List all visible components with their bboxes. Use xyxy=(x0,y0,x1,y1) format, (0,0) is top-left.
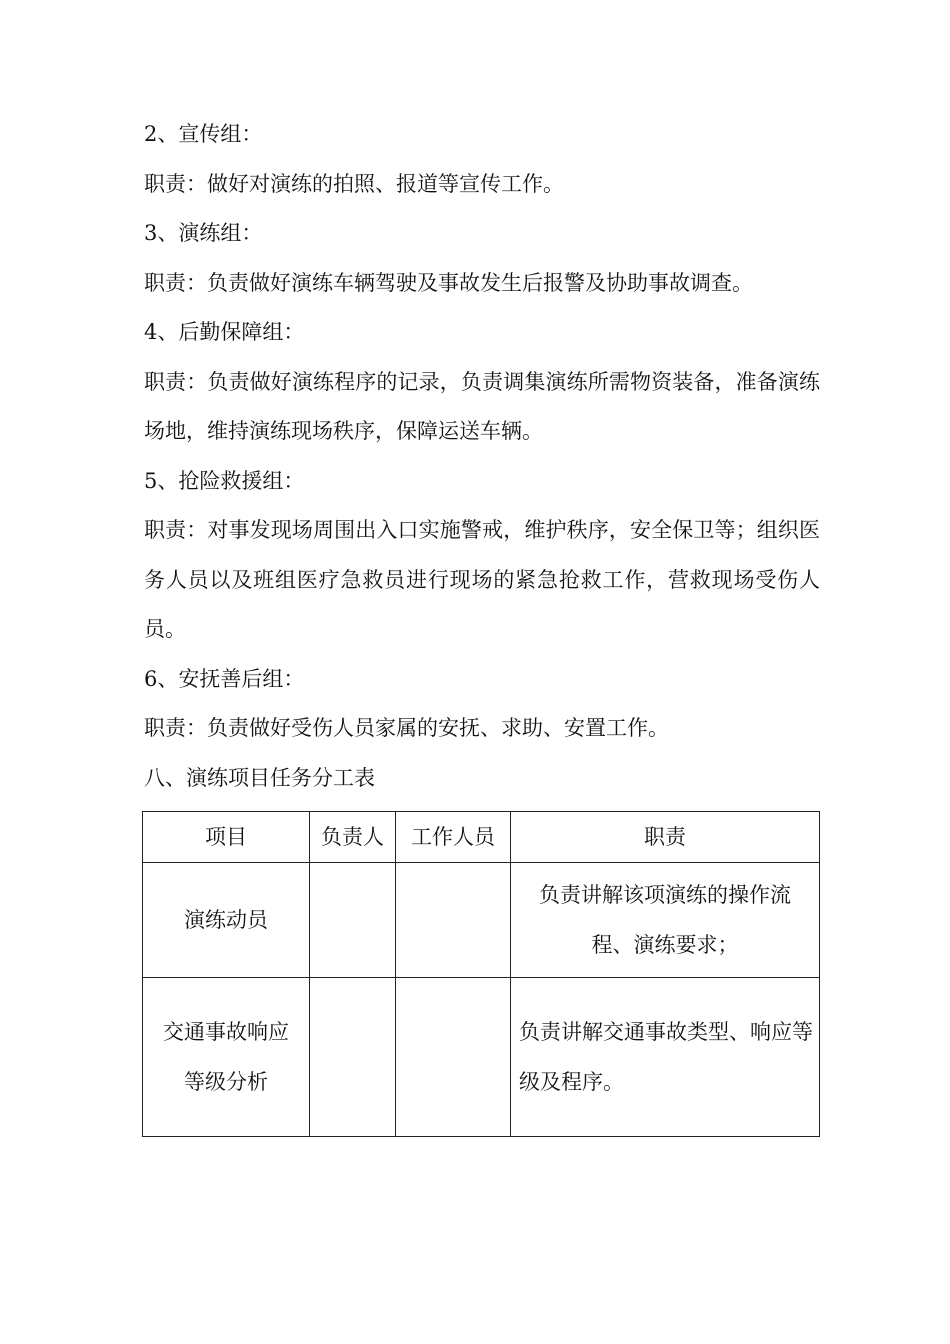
section-heading-rescue: 5、抢险救援组： xyxy=(144,468,305,493)
section-heading-aftercare: 6、安抚善后组： xyxy=(144,666,305,691)
table-row xyxy=(143,863,820,978)
cell-duty: 负责讲解该项演练的操作流程、演练要求； xyxy=(511,863,820,978)
cell-project: 演练动员 xyxy=(143,863,310,978)
section-duty-rescue: 职责：对事发现场周围出入口实施警戒，维护秩序，安全保卫等；组织医务人员以及班组医疗急救员进行现场的紧急抢救工作，营救现场受伤人员。 xyxy=(144,518,820,641)
section-duty-logistics: 职责：负责做好演练程序的记录，负责调集演练所需物资装备，准备演练场地，维持演练现场秩序，保障运送车辆。 xyxy=(144,369,820,443)
task-division-table xyxy=(142,811,820,1137)
cell-project: 交通事故响应等级分析 xyxy=(143,978,310,1137)
table-row xyxy=(143,978,820,1137)
table-header-row xyxy=(143,812,820,863)
table-title: 八、演练项目任务分工表 xyxy=(144,765,375,790)
cell-staff xyxy=(396,863,511,978)
cell-staff xyxy=(396,978,511,1137)
header-staff: 工作人员 xyxy=(396,812,511,863)
document-body xyxy=(144,110,820,803)
section-duty-aftercare: 职责：负责做好受伤人员家属的安抚、求助、安置工作。 xyxy=(144,716,669,740)
cell-lead xyxy=(310,863,396,978)
cell-lead xyxy=(310,978,396,1137)
header-duty: 职责 xyxy=(511,812,820,863)
section-duty-drill: 职责：负责做好演练车辆驾驶及事故发生后报警及协助事故调查。 xyxy=(144,270,753,295)
section-heading-publicity: 2、宣传组： xyxy=(144,122,263,146)
header-project: 项目 xyxy=(143,812,310,863)
cell-duty: 负责讲解交通事故类型、响应等级及程序。 xyxy=(511,978,820,1137)
section-duty-publicity: 职责：做好对演练的拍照、报道等宣传工作。 xyxy=(144,171,564,196)
section-heading-logistics: 4、后勤保障组： xyxy=(144,320,305,344)
header-lead: 负责人 xyxy=(310,812,396,863)
section-heading-drill: 3、演练组： xyxy=(144,221,263,245)
